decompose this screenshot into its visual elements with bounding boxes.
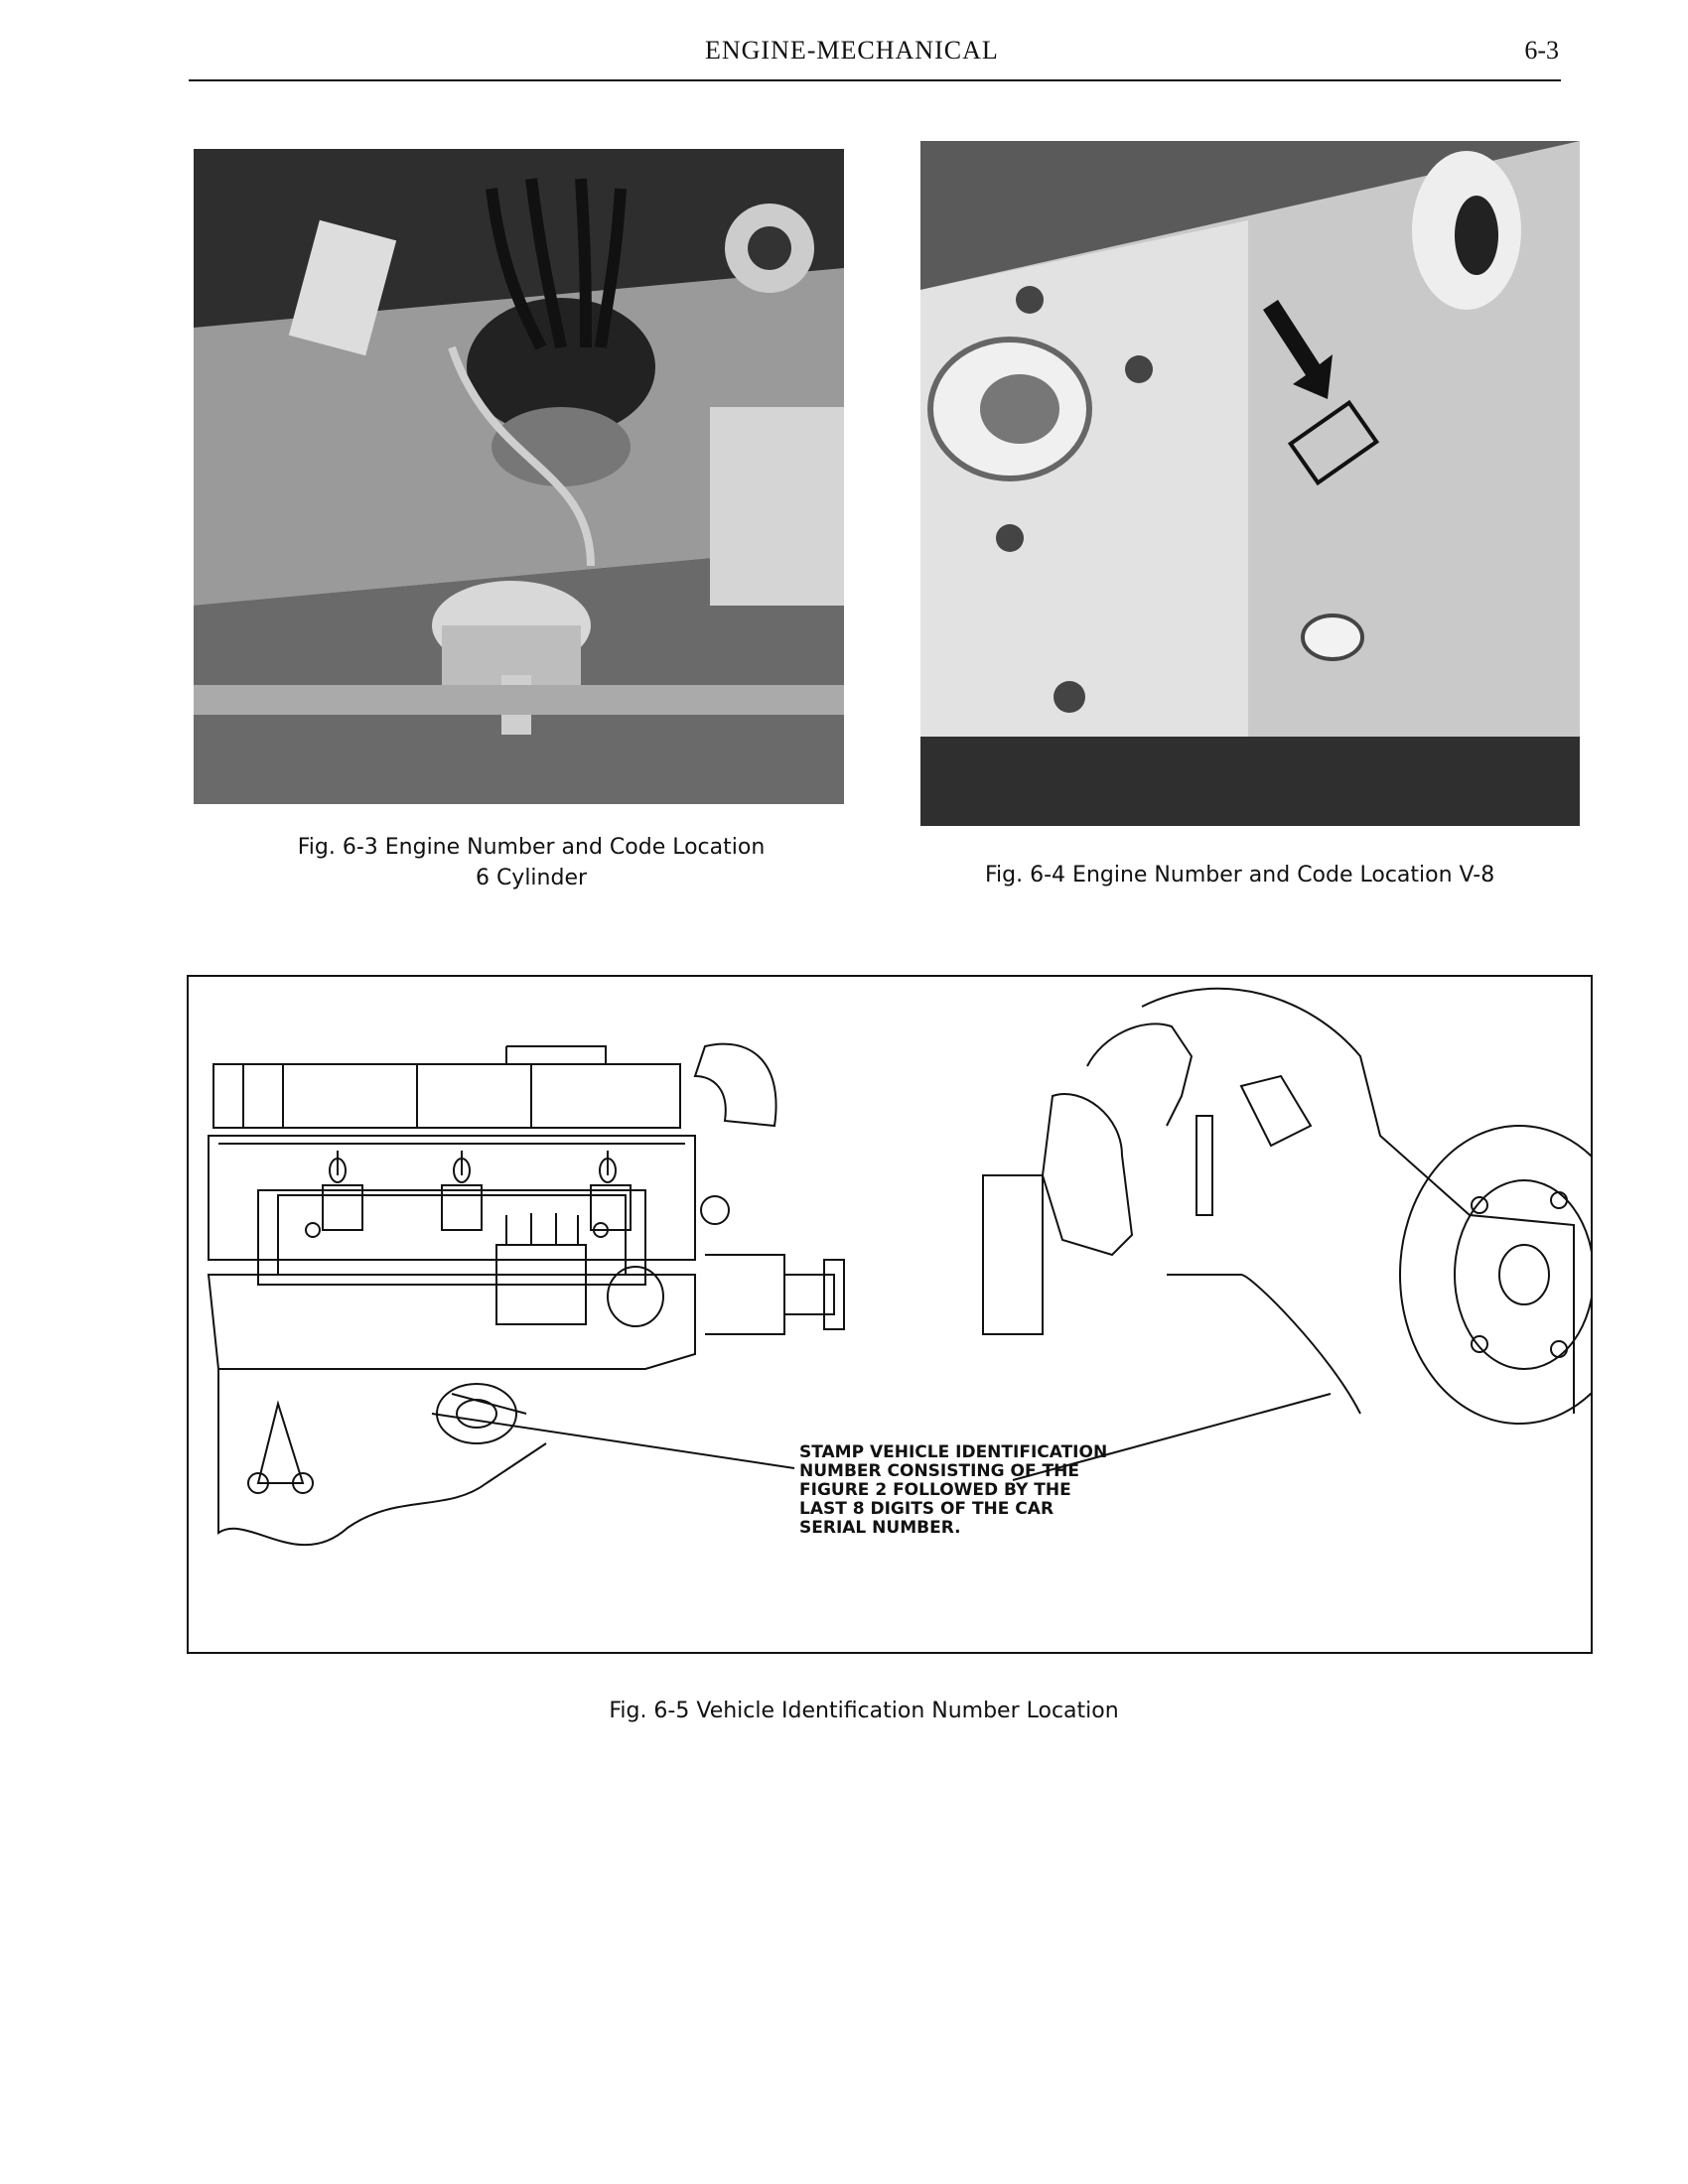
fig-6-3-photo <box>194 149 844 804</box>
fig-6-3-caption <box>273 832 789 893</box>
callout-line-2: NUMBER CONSISTING OF THE <box>799 1461 1079 1481</box>
fig-6-4-photo <box>920 141 1580 826</box>
engine-line-drawing <box>189 977 1591 1652</box>
fig-6-4-caption: Fig. 6-4 Engine Number and Code Location V-8 <box>985 863 1495 887</box>
fig-6-5-drawing <box>187 975 1593 1654</box>
callout-line-3: FIGURE 2 FOLLOWED BY THE <box>799 1480 1071 1500</box>
fig-6-3-caption-line2: 6 Cylinder <box>475 866 588 890</box>
running-head <box>189 36 1559 75</box>
page-number: 6-3 <box>1524 36 1559 65</box>
callout-line-5: SERIAL NUMBER. <box>799 1518 961 1538</box>
fig-6-5-caption: Fig. 6-5 Vehicle Identification Number Location <box>609 1699 1119 1723</box>
callout-line-4: LAST 8 DIGITS OF THE CAR <box>799 1499 1055 1519</box>
fig-6-3-caption-line1: Fig. 6-3 Engine Number and Code Location <box>297 835 766 860</box>
section-title: ENGINE-MECHANICAL <box>705 36 999 65</box>
vin-callout <box>799 1443 1157 1538</box>
callout-line-1: STAMP VEHICLE IDENTIFICATION <box>799 1442 1108 1462</box>
header-rule <box>189 79 1561 81</box>
